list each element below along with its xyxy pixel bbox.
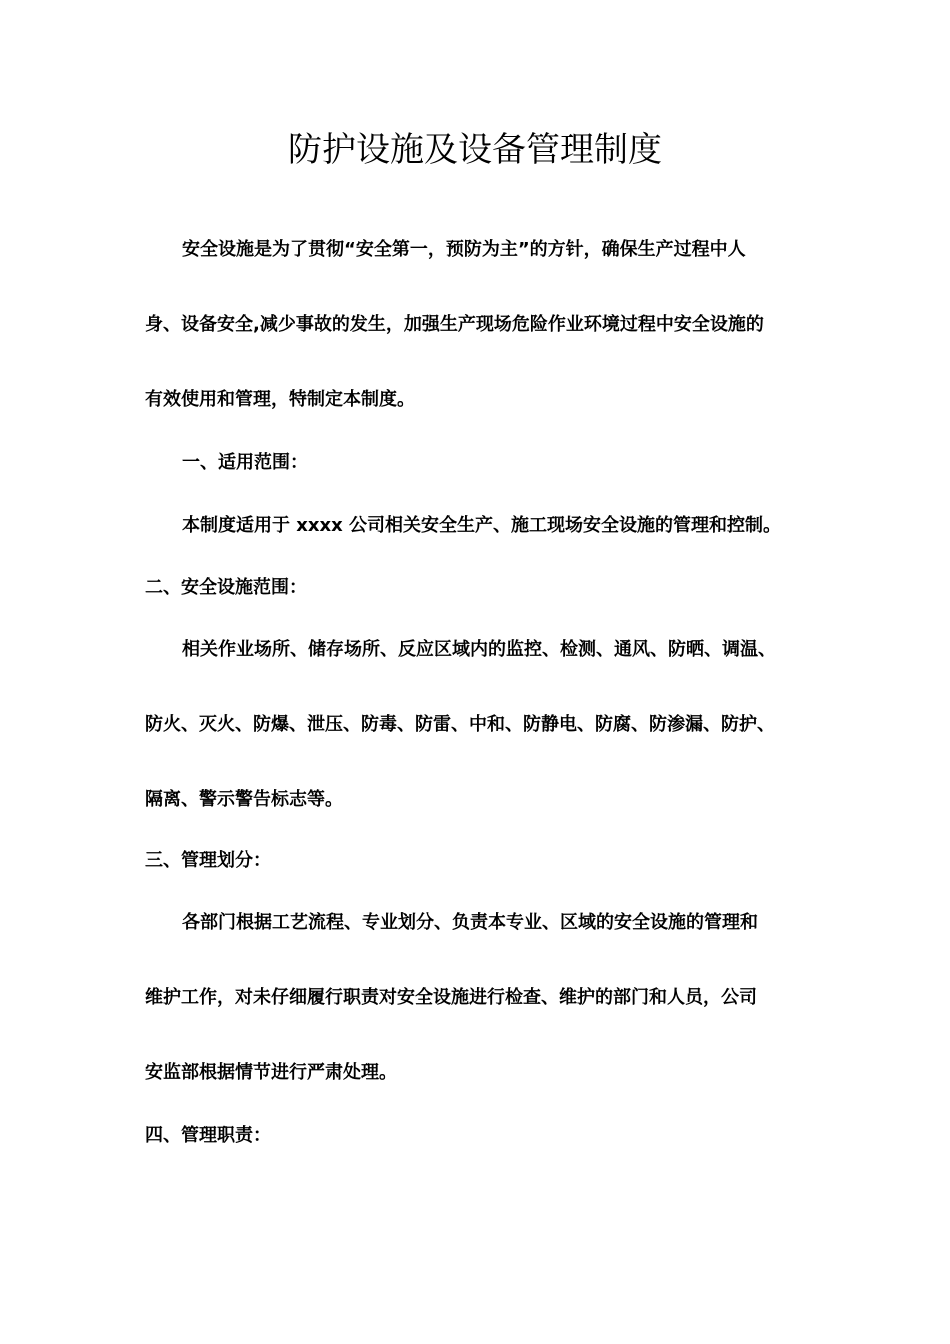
paragraph-intro-line-3: 有效使用和管理，特制定本制度。 [145, 389, 415, 410]
paragraph-scope-line-1: 本制度适用于 xxxx 公司相关安全生产、施工现场安全设施的管理和控制。 [182, 515, 781, 536]
section-heading-scope: 一、适用范围： [182, 452, 308, 473]
section-heading-division: 三、管理划分： [145, 850, 271, 871]
document-title: 防护设施及设备管理制度 [288, 130, 662, 170]
paragraph-intro-line-1: 安全设施是为了贯彻“安全第一，预防为主”的方针，确保生产过程中人 [182, 239, 746, 260]
paragraph-division-line-1: 各部门根据工艺流程、专业划分、负责本专业、区域的安全设施的管理和 [182, 912, 758, 933]
paragraph-range-line-3: 隔离、警示警告标志等。 [145, 789, 343, 810]
paragraph-range-line-2: 防火、灭火、防爆、泄压、防毒、防雷、中和、防静电、防腐、防渗漏、防护、 [145, 714, 775, 735]
paragraph-division-line-3: 安监部根据情节进行严肃处理。 [145, 1062, 397, 1083]
paragraph-division-line-2: 维护工作，对未仔细履行职责对安全设施进行检查、维护的部门和人员，公司 [145, 987, 757, 1008]
paragraph-intro-line-2: 身、设备安全,减少事故的发生，加强生产现场危险作业环境过程中安全设施的 [145, 314, 764, 335]
section-heading-responsibilities: 四、管理职责： [145, 1125, 271, 1146]
paragraph-range-line-1: 相关作业场所、储存场所、反应区域内的监控、检测、通风、防晒、调温、 [182, 639, 776, 660]
section-heading-facility-range: 二、安全设施范围： [145, 577, 307, 598]
